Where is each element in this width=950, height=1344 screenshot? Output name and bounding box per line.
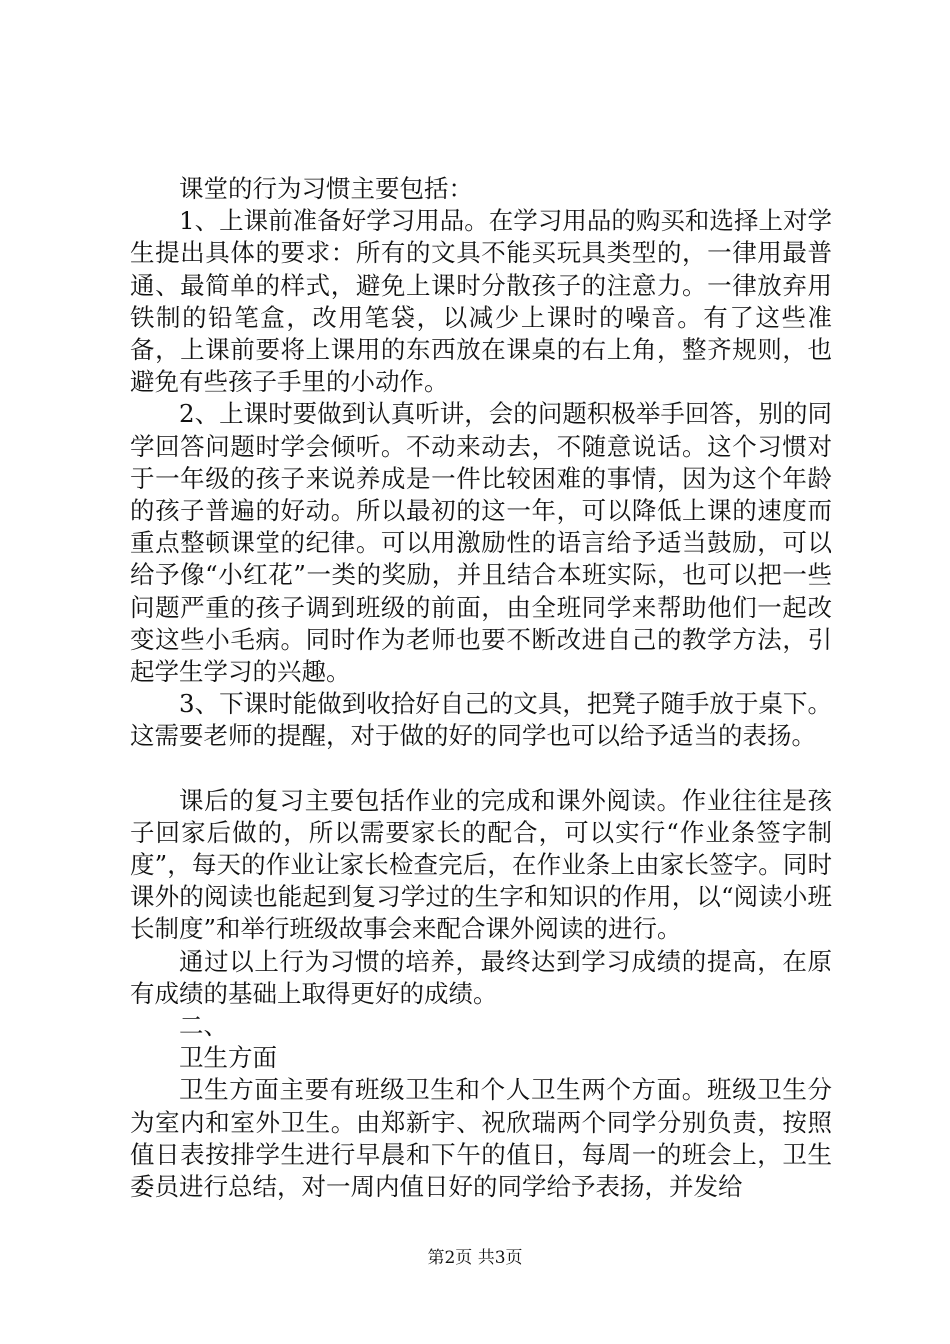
paragraph-conclusion: 通过以上行为习惯的培养，最终达到学习成绩的提高，在原有成绩的基础上取得更好的成绩。 <box>130 946 832 1008</box>
paragraph-hygiene: 卫生方面主要有班级卫生和个人卫生两个方面。班级卫生分为室内和室外卫生。由郑新宇、祝欣瑞两个同学分别负责，按照值日表按排学生进行早晨和下午的值日，每周一的班会上，卫生委员进行总结，对一周内值日好的同学给予表扬，并发给 <box>130 1075 832 1202</box>
document-body <box>130 173 832 1203</box>
paragraph-item-2-listening: 2、上课时要做到认真听讲，会的问题积极举手回答，别的同学回答问题时学会倾听。不动来动去，不随意说话。这个习惯对于一年级的孩子来说养成是一件比较困难的事情，因为这个年龄的孩子普遍的好动。所以最初的这一年，可以降低上课的速度而重点整顿课堂的纪律。可以用激励性的语言给予适当鼓励，可以给予像“小红花”一类的奖励，并且结合本班实际，也可以把一些问题严重的孩子调到班级的前面，由全班同学来帮助他们一起改变这些小毛病。同时作为老师也要不断改进自己的教学方法，引起学生学习的兴趣。 <box>130 399 832 687</box>
section-number: 二、 <box>179 1011 228 1041</box>
paragraph-item-3-after-class: 3、下课时能做到收拾好自己的文具，把凳子随手放于桌下。这需要老师的提醒，对于做的好的同学也可以给予适当的表扬。 <box>130 689 832 751</box>
page-number-footer: 第2页 共3页 <box>427 1248 523 1268</box>
section-heading-hygiene: 卫生方面 <box>179 1043 277 1073</box>
paragraph-item-1-supplies: 1、上课前准备好学习用品。在学习用品的购买和选择上对学生提出具体的要求：所有的文具不能买玩具类型的，一律用最普通、最简单的样式，避免上课时分散孩子的注意力。一律放弃用铁制的铅笔盒，改用笔袋，以减少上课时的噪音。有了这些准备，上课前要将上课用的东西放在课桌的右上角，整齐规则，也避免有些孩子手里的小动作。 <box>130 206 832 397</box>
paragraph-classroom-habits-intro: 课堂的行为习惯主要包括： <box>179 174 473 203</box>
paragraph-review-homework: 课后的复习主要包括作业的完成和课外阅读。作业往往是孩子回家后做的，所以需要家长的配合，可以实行“作业条签字制度”，每天的作业让家长检查完后，在作业条上由家长签字。同时课外的阅读也能起到复习学过的生字和知识的作用，以“阅读小班长制度”和举行班级故事会来配合课外阅读的进行。 <box>130 785 832 944</box>
